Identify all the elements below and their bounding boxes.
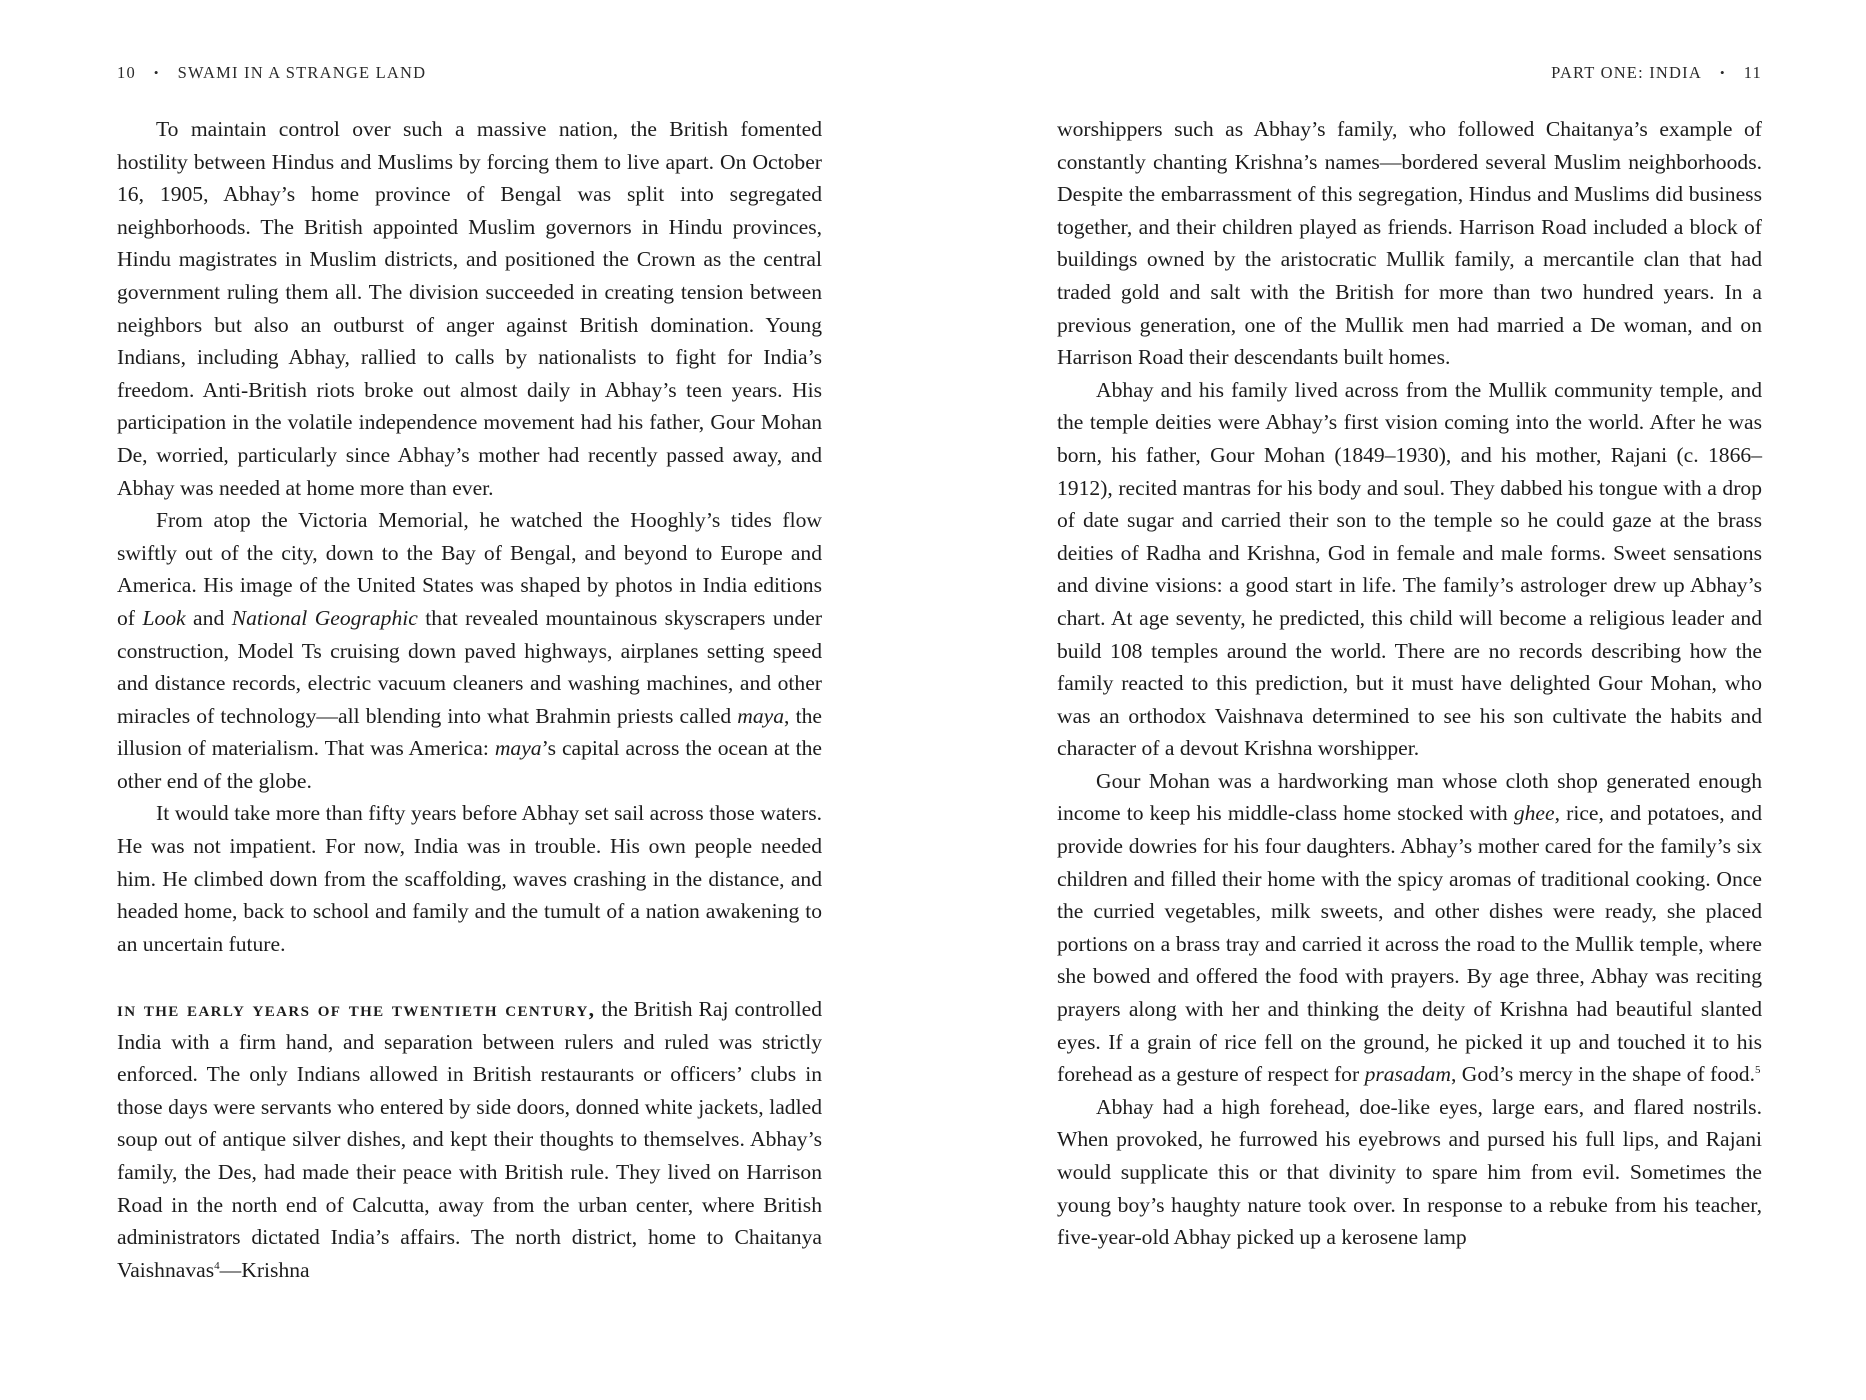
right-page-number: 11 xyxy=(1743,63,1762,82)
right-paragraph-1: worshippers such as Abhay’s family, who followed Chaitanya’s example of constantly chanting Krishna’s names—bordered several Muslim neighborhoods. Despite the embarrassment of this segregation, Hindus and Muslims did business together, and their children played as friends. Harrison Road included a block of buildings owned by the aristocratic Mullik family, a mercantile clan that had traded gold and salt with the British for more than two hundred years. In a previous generation, one of the Mullik men had married a De woman, and on Harrison Road their descendants built homes. xyxy=(1057,117,1762,370)
right-body-text xyxy=(1057,113,1762,1254)
right-paragraph-4: Abhay had a high forehead, doe-like eyes, large ears, and flared nostrils. When provoked, he furrowed his eyebrows and pursed his full lips, and Rajani would supplicate this or that divinity to spare him from evil. Sometimes the young boy’s haughty nature took over. In response to a rebuke from his teacher, five-year-old Abhay picked up a kerosene lamp xyxy=(1057,1094,1762,1250)
left-body-text xyxy=(117,113,822,1286)
right-paragraph-3: Gour Mohan was a hardworking man whose cloth shop generated enough income to keep his middle-class home stocked with ghee, rice, and potatoes, and provide dowries for his four daughters. Abhay’s mother cared for the family’s six children and filled their home with the spicy aromas of traditional cooking. Once the curried vegetables, milk sweets, and other dishes were ready, she placed portions on a brass tray and carried it across the road to the Mullik temple, where she bowed and offered the food with prayers. By age three, Abhay was reciting prayers along with her and thinking the deity of Krishna had beautiful slanted eyes. If a grain of rice fell on the ground, he picked it up and touched it to his forehead as a gesture of respect for prasadam, God’s mercy in the shape of food.$^5$ xyxy=(1057,768,1762,1087)
left-paragraph-2: From atop the Victoria Memorial, he watched the Hooghly’s tides flow swiftly out of the city, down to the Bay of Bengal, and beyond to Europe and America. His image of the United States was shaped by photos in India editions of Look and National Geographic that revealed mountainous skyscrapers under construction, Model Ts cruising down paved highways, airplanes setting speed and distance records, electric vacuum cleaners and washing machines, and other miracles of technology—all blending into what Brahmin priests called maya, the illusion of materialism. That was America: maya’s capital across the ocean at the other end of the globe. xyxy=(117,508,823,793)
right-head-separator: • xyxy=(1719,65,1726,80)
left-head-title: SWAMI IN A STRANGE LAND xyxy=(177,63,427,82)
left-page xyxy=(117,0,822,1400)
right-paragraph-2: Abhay and his family lived across from the Mullik community temple, and the temple deities were Abhay’s first vision coming into the world. After he was born, his father, Gour Mohan (1849–1930), and his mother, Rajani (c. 1866–1912), recited mantras for his body and soul. They dabbed his tongue with a drop of date sugar and carried their son to the temple so he could gaze at the brass deities of Radha and Krishna, God in female and male forms. Sweet sensations and divine visions: a good start in life. The family’s astrologer drew up Abhay’s chart. At age seventy, he predicted, this child will become a religious leader and build 108 temples around the world. There are no records describing how the family reacted to this prediction, but it must have delighted Gour Mohan, who was an orthodox Vaishnava determined to see his son cultivate the habits and character of a devout Krishna worshipper. xyxy=(1057,377,1762,761)
left-paragraph-3: It would take more than fifty years before Abhay set sail across those waters. He was not impatient. For now, India was in trouble. His own people needed him. He climbed down from the scaffolding, waves crashing in the distance, and headed home, back to school and family and the tumult of a nation awakening to an uncertain future. xyxy=(117,801,822,956)
left-head-separator: • xyxy=(153,65,160,80)
right-running-head xyxy=(1057,61,1762,85)
footnote-ref-5: 5 xyxy=(1755,1064,1761,1077)
right-head-title: PART ONE: INDIA xyxy=(1551,63,1702,82)
left-running-head xyxy=(117,61,822,85)
section-lead-in: in the early years of the twentieth century, xyxy=(117,997,596,1022)
left-page-number: 10 xyxy=(117,63,136,82)
left-paragraph-4: in the early years of the twentieth century, the British Raj controlled India with a firm hand, and separation between rulers and ruled was strictly enforced. The only Indians allowed in British restaurants or officers’ clubs in those days were servants who entered by side doors, donned white jackets, ladled soup out of antique silver dishes, and kept their thoughts to themselves. Abhay’s family, the Des, had made their peace with British rule. They lived on Harrison Road in the north end of Calcutta, away from the urban center, where British administrators dictated India’s affairs. The north district, home to Chaitanya Vaishnavas$^4$—Krishna xyxy=(117,997,822,1282)
footnote-ref-4: 4 xyxy=(214,1259,220,1272)
right-page xyxy=(1057,0,1762,1400)
left-paragraph-1: To maintain control over such a massive nation, the British fomented hostility between Hindus and Muslims by forcing them to live apart. On October 16, 1905, Abhay’s home province of Bengal was split into segregated neighborhoods. The British appointed Muslim governors in Hindu provinces, Hindu magistrates in Muslim districts, and positioned the Crown as the central government ruling them all. The division succeeded in creating tension between neighbors but also an outburst of anger against British domination. Young Indians, including Abhay, rallied to calls by nationalists to fight for India’s freedom. Anti-British riots broke out almost daily in Abhay’s teen years. His participation in the volatile independence movement had his father, Gour Mohan De, worried, particularly since Abhay’s mother had recently passed away, and Abhay was needed at home more than ever. xyxy=(117,117,822,500)
